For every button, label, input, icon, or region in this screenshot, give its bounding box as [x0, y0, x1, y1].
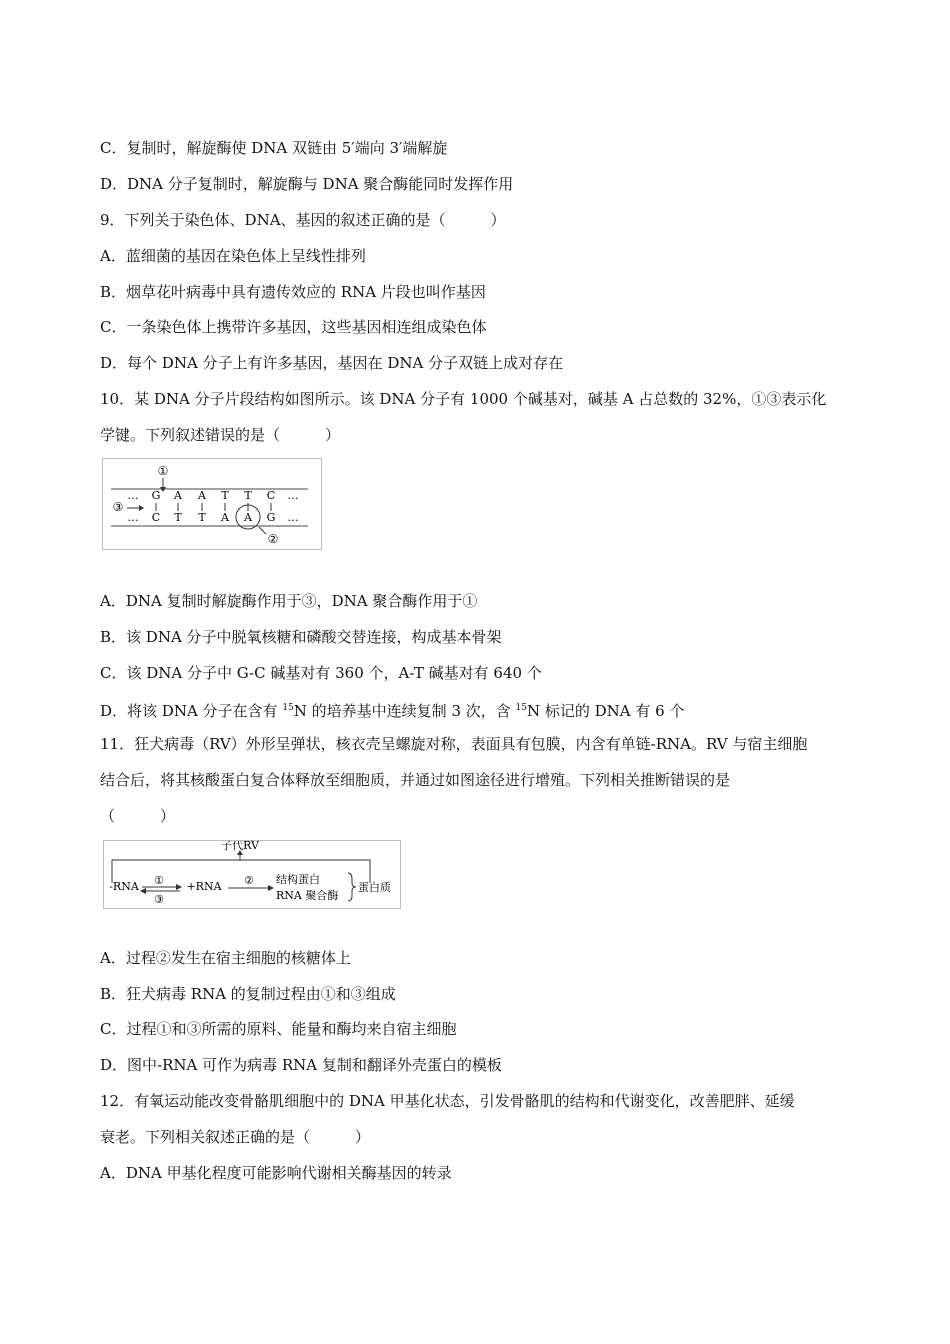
top-base: T: [221, 489, 229, 502]
q10-option-d-part3: N 标记的 DNA 有 6 个: [526, 702, 685, 720]
bottom-base: T: [174, 511, 182, 524]
top-strand-bases: [128, 489, 299, 502]
bottom-base: G: [266, 511, 276, 524]
bottom-base: A: [221, 511, 229, 524]
q12-option-a: A．DNA 甲基化程度可能影响代谢相关酶基因的转录: [100, 1164, 452, 1182]
top-base: …: [127, 489, 139, 502]
bottom-base: A: [244, 511, 252, 524]
top-base: C: [266, 489, 276, 502]
top-base: …: [287, 489, 299, 502]
step-3-label: ③: [154, 893, 164, 906]
q9-option-b: B．烟草花叶病毒中具有遗传效应的 RNA 片段也叫作基因: [100, 283, 486, 301]
dna-structure-diagram: [103, 459, 321, 549]
rna-polymerase-label: RNA 聚合酶: [276, 889, 339, 902]
q9-stem: 9．下列关于染色体、DNA、基因的叙述正确的是（ ）: [100, 211, 506, 229]
q10-option-b: B．该 DNA 分子中脱氧核糖和磷酸交替连接，构成基本骨架: [100, 628, 502, 646]
step-3-arrowhead: [140, 888, 146, 894]
q9-option-c: C．一条染色体上携带许多基因，这些基因相连组成染色体: [100, 318, 487, 336]
isotope-superscript: 15: [282, 703, 294, 713]
q9-option-d: D．每个 DNA 分子上有许多基因，基因在 DNA 分子双链上成对存在: [100, 354, 564, 372]
q11-stem-line3: （ ）: [100, 807, 176, 825]
q10-option-c: C．该 DNA 分子中 G-C 碱基对有 360 个，A-T 碱基对有 640 个: [100, 664, 542, 682]
q12-stem-line1: 12．有氧运动能改变骨骼肌细胞中的 DNA 甲基化状态，引发骨骼肌的结构和代谢变化，改善肥胖、延缓: [100, 1092, 795, 1110]
q10-option-d-part2: N 的培养基中连续复制 3 次，含: [293, 702, 516, 720]
offspring-rv-label: 子代RV: [221, 841, 259, 852]
rv-replication-diagram: [104, 841, 400, 908]
q11-stem-line1: 11．狂犬病毒（RV）外形呈弹状，核衣壳呈螺旋对称，表面具有包膜，内含有单链-RNA。RV 与宿主细胞: [100, 735, 808, 753]
q12-stem-line2: 衰老。下列相关叙述正确的是（ ）: [100, 1128, 371, 1146]
q11-option-c: C．过程①和③所需的原料、能量和酶均来自宿主细胞: [100, 1020, 457, 1038]
protein-brace: [348, 873, 356, 901]
minus-rna-label: -RNA: [109, 880, 139, 893]
q10-option-d-part1: D．将该 DNA 分子在含有: [100, 702, 283, 720]
structural-protein-label: 结构蛋白: [276, 873, 320, 886]
bond-label-1: ①: [157, 464, 169, 478]
rv-replication-figure: [103, 840, 401, 909]
plus-rna-label: +RNA: [186, 880, 222, 893]
dna-structure-figure: [102, 458, 322, 550]
q10-option-a: A．DNA 复制时解旋酶作用于③，DNA 聚合酶作用于①: [100, 592, 478, 610]
q8-option-d: D．DNA 分子复制时，解旋酶与 DNA 聚合酶能同时发挥作用: [100, 175, 514, 193]
q9-option-a: A．蓝细菌的基因在染色体上呈线性排列: [100, 247, 366, 265]
top-base: T: [244, 489, 252, 502]
top-base: A: [174, 489, 182, 502]
top-base: G: [151, 489, 161, 502]
bottom-base: C: [151, 511, 161, 524]
q11-stem-line2: 结合后，将其核酸蛋白复合体释放至细胞质，并通过如图途径进行增殖。下列相关推断错误的是: [100, 771, 731, 789]
bond-3-arrowhead: [139, 505, 144, 511]
q11-option-b: B．狂犬病毒 RNA 的复制过程由①和③组成: [100, 985, 396, 1003]
q10-stem-line2: 学键。下列叙述错误的是（ ）: [100, 426, 341, 444]
top-base: A: [198, 489, 206, 502]
isotope-superscript: 15: [515, 703, 527, 713]
step-1-arrowhead: [176, 884, 182, 890]
bottom-base: …: [287, 511, 299, 524]
bottom-base: …: [127, 511, 139, 524]
assembly-loop-line: [112, 860, 370, 883]
step-1-label: ①: [154, 874, 164, 887]
structure-label-2: ②: [267, 532, 279, 546]
bottom-strand-bases: [128, 511, 299, 524]
q10-stem-line1: 10．某 DNA 分子片段结构如图所示。该 DNA 分子有 1000 个碱基对，碱基 A 占总数的 32%，①③表示化: [100, 390, 827, 408]
protein-label: 蛋白质: [358, 881, 391, 894]
q11-option-a: A．过程②发生在宿主细胞的核糖体上: [100, 949, 351, 967]
step-2-label: ②: [244, 874, 254, 887]
label-2-pointer: [259, 527, 266, 534]
bottom-base: T: [198, 511, 206, 524]
step-2-arrowhead: [268, 885, 274, 891]
q10-option-d: [100, 698, 684, 721]
bond-label-3: ③: [112, 500, 124, 514]
q11-option-d: D．图中-RNA 可作为病毒 RNA 复制和翻译外壳蛋白的模板: [100, 1056, 502, 1074]
q8-option-c: C．复制时，解旋酶使 DNA 双链由 5′端向 3′端解旋: [100, 139, 448, 157]
